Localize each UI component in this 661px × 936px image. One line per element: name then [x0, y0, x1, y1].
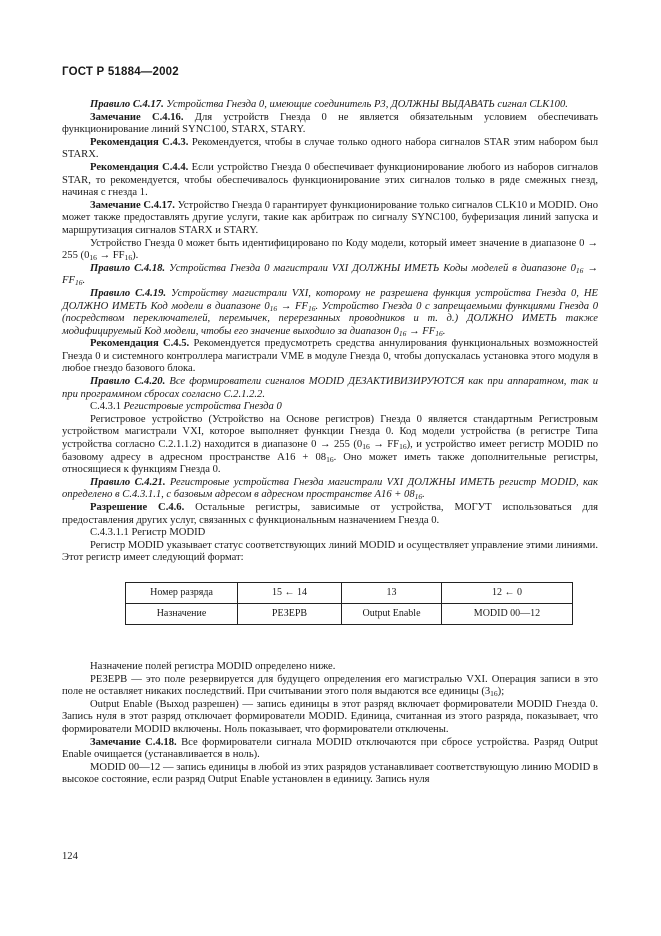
permission-text: Остальные регистры, зависимые от устройства, МОГУТ использоваться для предоставления других услуг, связанных с функциональным назначением Гнезда 0. [62, 502, 599, 526]
field-definition-intro: Назначение полей регистра MODID определено ниже. [90, 660, 336, 672]
text-run: ), и устройство имеет регистр MODID по базовому адресу в адресном пространстве А16 + 08 [62, 439, 598, 463]
rule-label: Правило С.4.17. [90, 99, 164, 110]
note-text: Устройство Гнезда 0 гарантирует функционирование только сигналов CLK10 и MODID. Оно может также предоставлять другие услуги, такие как арбитраж по сигналу SYNC100, буферизация линий запуска и маршрутизация сигналов STARX и STARY. [62, 199, 599, 236]
rule-text: Устройства Гнезда 0, имеющие соединитель Р3, ДОЛЖНЫ ВЫДАВАТЬ сигнал CLK100. [163, 99, 568, 110]
section-title: Регистровые устройства Гнезда 0 [120, 401, 282, 413]
text-run: → FF [62, 262, 598, 287]
table-cell: MODID 00—12 [442, 603, 573, 624]
text-run: . [82, 275, 86, 287]
text-run: . Оно может иметь также дополнительные регистры, относящиеся к функциям Гнезда 0. [62, 451, 599, 476]
rule-c-4-20 [62, 376, 598, 401]
subscript: 16 [362, 442, 370, 452]
subscript: 16 [269, 303, 278, 313]
recommendation-c-4-3 [62, 137, 598, 162]
text-run: → FF [406, 325, 436, 337]
table-row [126, 582, 573, 603]
text-run: Устройству магистрали VXI, которому не разрешена функция устройства Гнезда 0, НЕ ДОЛЖНО ИМЕТЬ Код модели в диапазоне 0 [62, 287, 598, 312]
section-heading-c-4-3-1 [62, 401, 598, 414]
rule-label: Правило С.4.21. [90, 476, 166, 488]
rule-c-4-21 [62, 477, 598, 502]
note-text: Для устройств Гнезда 0 не является обязательным условием обеспечивать функционирование линий SYNC100, STARX, STARY. [62, 111, 598, 136]
modid-register-intro: Регистр MODID указывает статус соответствующих линий MODID и осуществляет управление этими линиями. Этот регистр имеет следующий формат: [62, 539, 598, 564]
register-format-table-wrapper [125, 582, 598, 625]
rule-c-4-19 [62, 288, 598, 338]
note-label: Замечание С.4.18. [90, 736, 177, 748]
section-number: С.4.3.1 [90, 401, 121, 413]
recommendation-text: Если устройство Гнезда 0 обеспечивает функционирование любого из наборов сигналов STAR, то рекомендуется, чтобы обеспечивалось функционирование этих сигналов только в ряде смежных гнезд, начиная с гнезда 1. [62, 161, 598, 199]
rule-label: Правило С.4.18. [90, 262, 166, 274]
model-code-paragraph [62, 238, 598, 263]
permission-c-4-6 [62, 502, 598, 527]
recommendation-text: Рекомендуется предусмотреть средства аннулирования функциональных возможностей Гнезда 0 и системного контроллера магистрали VME в модуле Гнезда 0, чтобы допускалась установка этого модуля в любое гнездо базового блока. [62, 338, 598, 375]
text-run: → FF [369, 439, 400, 451]
note-label: Замечание С.4.16. [90, 111, 184, 123]
page-number: 124 [62, 851, 78, 862]
table-cell: Номер разряда [126, 582, 238, 603]
subscript: 16 [326, 454, 334, 464]
subscript: 16 [89, 253, 97, 263]
note-c-4-16 [62, 112, 598, 137]
text-run: . [422, 489, 425, 501]
subscript: 16 [435, 328, 443, 338]
rule-text: Все формирователи сигналов MODID ДЕЗАКТИВИЗИРУЮТСЯ как при аппаратном, так и при программном сбросах согласно С.2.1.2.2. [62, 376, 598, 400]
standard-header: ГОСТ Р 51884—2002 [62, 66, 179, 78]
subscript: 16 [74, 278, 83, 288]
subscript: 16 [575, 265, 584, 275]
rule-label: Правило С.4.20. [90, 376, 166, 388]
text-run: . [442, 325, 446, 337]
rule-label: Правило С.4.19. [90, 287, 167, 299]
table-row [126, 603, 573, 624]
section-heading-c-4-3-1-1: С.4.3.1.1 Регистр MODID [90, 527, 206, 539]
table-cell: Назначение [126, 603, 238, 624]
recommendation-c-4-4 [62, 162, 598, 200]
text-run: Устройства Гнезда 0 магистрали VXI ДОЛЖНЫ ИМЕТЬ Коды моделей в диапазоне 0 [165, 262, 576, 274]
text-run: . Устройство Гнезда 0 с запрещаемыми функциями Гнезда 0 (посредством переключателей, перемычек, перерезанных проводников и т. д.) ДОЛЖНО ИМЕТЬ также модифицируемый Код модели, чтобы его значение выходило за диапазон 0 [62, 300, 598, 337]
text-run: ). [132, 250, 139, 262]
table-cell: РЕЗЕРВ [238, 603, 342, 624]
register-device-paragraph [62, 414, 598, 477]
text-run: РЕЗЕРВ — это поле резервируется для будущего определения его магистралью VXI. Операция записи в это поле не оставляет никаких последствий. При считывании этого поля выдаются все единицы (3 [62, 673, 598, 698]
note-c-4-17 [62, 200, 598, 238]
rule-c-4-18 [62, 263, 598, 288]
text-run: ); [497, 686, 505, 698]
subscript: 16 [124, 253, 133, 263]
recommendation-label: Рекомендация С.4.3. [90, 136, 189, 148]
subscript: 16 [399, 442, 407, 452]
output-enable-paragraph: Output Enable (Выход разрешен) — запись единицы в этот разряд включает формирователи MODID Гнезда 0. Запись нуля в этот разряд отключает формирователи MODID. Единица, считанная из этого разряда, показывает, что формирователи MODID включены. Ноль показывает, что формирователи отключены. [62, 698, 598, 735]
page-content [62, 99, 598, 787]
note-c-4-18 [62, 737, 598, 762]
subscript: 16 [307, 303, 316, 313]
note-text: Все формирователи сигнала MODID отключаются при сбросе устройства. Разряд Output Enable очищается (устанавливается в ноль). [62, 736, 598, 761]
table-cell: 13 [342, 582, 442, 603]
subscript: 16 [398, 328, 407, 338]
table-cell: Output Enable [342, 603, 442, 624]
text-run: Устройство Гнезда 0 может быть идентифицировано по Коду модели, который имеет значение в диапазоне 0 → 255 (0 [62, 237, 598, 262]
reserved-field-paragraph [62, 674, 598, 699]
subscript: 16 [490, 689, 498, 699]
text-run: Регистровое устройство (Устройство на Основе регистров) Гнезда 0 является стандартным Регистровым устройством магистрали VXI, которое выполняет функции Гнезда 0. Код модели устройства (в регистре Типа устройства согласно С.2.1.1.2) находится в диапазоне 0 → 255 (0 [62, 413, 598, 451]
subscript: 16 [414, 492, 423, 502]
text-run: → FF [96, 250, 125, 262]
rule-c-4-17 [62, 99, 598, 112]
register-format-table [125, 582, 573, 625]
modid-bits-paragraph: MODID 00—12 — запись единицы в любой из этих разрядов устанавливает соответствующую линию MODID в высокое состояние, если разряд Output Enable установлен в единицу. Запись нуля [62, 761, 598, 786]
text-run: → FF [277, 300, 308, 312]
recommendation-c-4-5 [62, 338, 598, 376]
recommendation-label: Рекомендация С.4.4. [90, 161, 189, 173]
permission-label: Разрешение С.4.6. [90, 502, 185, 513]
recommendation-text: Рекомендуется, чтобы в случае только одного набора сигналов STAR этим набором был STARX. [62, 136, 598, 161]
table-cell: 15 ← 14 [238, 582, 342, 603]
table-cell: 12 ← 0 [442, 582, 573, 603]
recommendation-label: Рекомендация С.4.5. [90, 338, 190, 350]
text-run: Регистровые устройства Гнезда магистрали VXI ДОЛЖНЫ ИМЕТЬ регистр MODID, как определено в С.4.3.1.1, с базовым адресом в адресном пространстве А16 + 08 [62, 476, 598, 501]
note-label: Замечание С.4.17. [90, 199, 175, 211]
